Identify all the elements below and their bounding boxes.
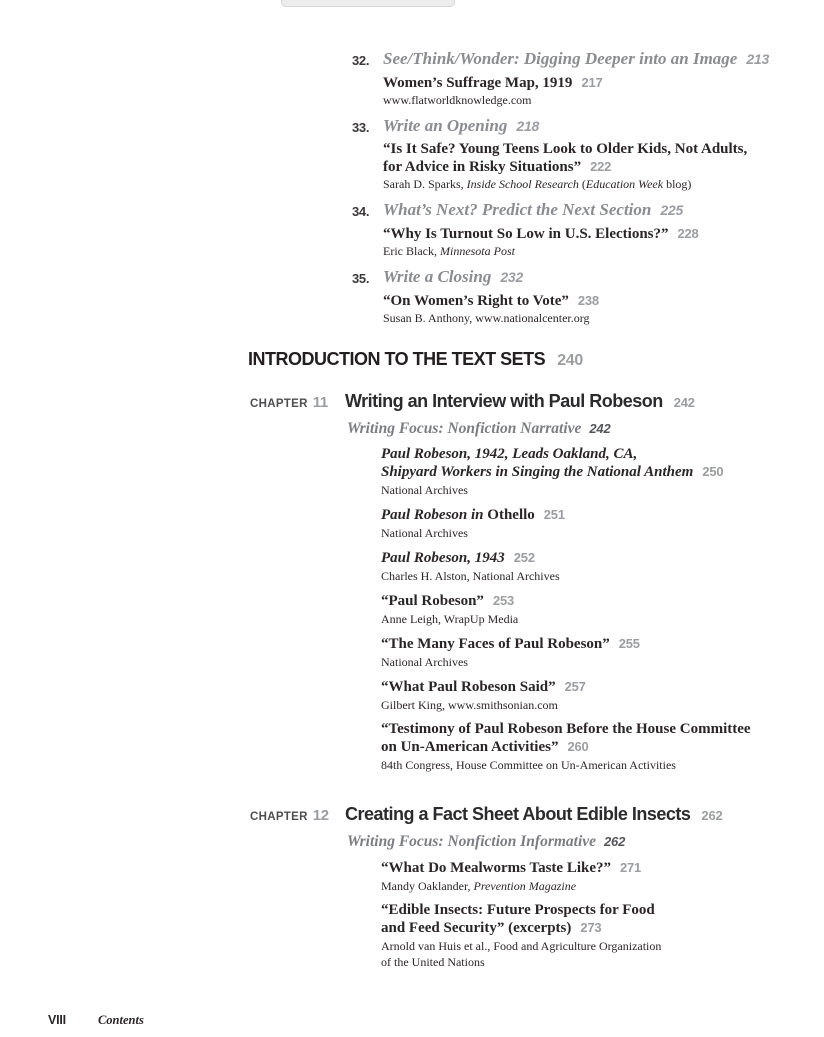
lesson-number: 35. xyxy=(352,271,370,286)
chapter-text-list xyxy=(381,859,810,969)
text-title-line xyxy=(381,721,810,738)
text-segment: “Paul Robeson” xyxy=(381,593,484,609)
text-segment: “What Do Mealworms Taste Like?” xyxy=(381,860,611,876)
text-attribution xyxy=(383,177,802,191)
text-segment: “Edible Insects: Future Prospects for Food xyxy=(381,902,655,918)
text-title-lines xyxy=(383,292,802,310)
lesson-text-list xyxy=(383,141,802,191)
text-title-line xyxy=(381,678,810,696)
footer xyxy=(48,1013,144,1028)
text-entry xyxy=(381,506,810,540)
text-attribution-lines xyxy=(381,939,810,969)
toc-lesson-entry xyxy=(352,117,802,191)
text-segment: Prevention Magazine xyxy=(473,879,577,893)
page-number: 271 xyxy=(620,860,642,875)
page-number: 238 xyxy=(577,293,599,308)
text-segment: Women’s Suffrage Map, 1919 xyxy=(383,75,573,91)
text-entry xyxy=(383,141,802,191)
lesson-text-list xyxy=(383,74,802,107)
page-number: 262 xyxy=(604,834,626,849)
text-segment: “What Paul Robeson Said” xyxy=(381,679,556,695)
overlay-fragment xyxy=(281,0,455,7)
text-title-line xyxy=(381,463,810,481)
text-title-lines xyxy=(383,141,802,176)
chapter-label: CHAPTER xyxy=(250,811,308,823)
text-entry xyxy=(381,859,810,893)
text-segment: Arnold van Huis et al., Food and Agriculture Organization xyxy=(381,939,662,953)
page-number: 232 xyxy=(500,269,524,285)
text-segment: “Why Is Turnout So Low in U.S. Elections?” xyxy=(383,226,669,242)
text-segment: Othello xyxy=(487,507,535,523)
text-segment: National Archives xyxy=(381,655,468,669)
text-title-lines xyxy=(381,678,810,696)
text-segment: “Is It Safe? Young Teens Look to Older Kids, Not Adults, xyxy=(383,141,748,157)
text-attribution xyxy=(381,612,810,626)
page-number: 255 xyxy=(618,636,640,651)
page-number: 228 xyxy=(677,226,699,241)
text-attribution xyxy=(381,483,810,497)
text-segment: Paul Robeson, 1942, Leads Oakland, CA, xyxy=(381,446,638,462)
text-entry xyxy=(381,678,810,712)
folio-page-number: VIII xyxy=(48,1013,66,1027)
chapter-label: CHAPTER xyxy=(250,398,308,410)
text-attribution xyxy=(381,939,810,953)
text-attribution-lines xyxy=(381,569,810,583)
page-number: 251 xyxy=(543,507,565,522)
chapter-title: Writing an Interview with Paul Robeson 242 xyxy=(345,391,695,411)
text-title-lines xyxy=(381,721,810,756)
chapter-list xyxy=(250,390,810,969)
text-title-line xyxy=(381,506,810,524)
text-segment: and Feed Security” (excerpts) xyxy=(381,920,572,936)
lesson-number: 34. xyxy=(352,204,370,219)
text-title-line xyxy=(381,919,810,937)
text-title-lines xyxy=(381,902,810,937)
page-number: 257 xyxy=(564,679,586,694)
text-segment: blog) xyxy=(663,177,692,191)
text-title-line xyxy=(383,74,802,92)
text-title-lines xyxy=(383,74,802,92)
text-title-lines xyxy=(383,225,802,243)
text-title-lines xyxy=(381,592,810,610)
page-number: 252 xyxy=(513,550,535,565)
text-attribution xyxy=(381,879,810,893)
page-number: 225 xyxy=(660,202,684,218)
chapter-label-box xyxy=(250,394,345,412)
text-segment: Gilbert King, www.smithsonian.com xyxy=(381,698,558,712)
text-entry xyxy=(381,549,810,583)
text-attribution xyxy=(381,569,810,583)
text-segment: for Advice in Risky Situations” xyxy=(383,159,582,175)
chapter-text-list xyxy=(381,446,810,772)
chapter-label-box xyxy=(250,807,345,825)
writing-focus: Writing Focus: Nonfiction Narrative 242 xyxy=(347,420,611,437)
text-attribution-lines xyxy=(383,311,802,325)
footer-section-label: Contents xyxy=(97,1013,144,1027)
text-title-lines xyxy=(381,446,810,481)
text-segment: Charles H. Alston, National Archives xyxy=(381,569,560,583)
text-entry xyxy=(383,292,802,325)
chapter-entry xyxy=(250,390,810,772)
text-attribution-lines xyxy=(381,879,810,893)
text-attribution xyxy=(383,244,802,258)
text-segment: National Archives xyxy=(381,483,468,497)
text-attribution-lines xyxy=(383,244,802,258)
text-title-lines xyxy=(381,859,810,877)
text-segment: Inside School Research xyxy=(466,177,579,191)
text-segment: Mandy Oaklander, xyxy=(381,879,474,893)
text-title-line xyxy=(381,549,810,567)
text-entry xyxy=(383,74,802,107)
lesson-number: 32. xyxy=(352,53,370,68)
toc-lesson-list xyxy=(352,50,802,325)
text-attribution xyxy=(381,758,810,772)
text-title-line xyxy=(381,902,810,919)
text-segment: Sarah D. Sparks, xyxy=(383,177,467,191)
text-segment: Education Week xyxy=(585,177,664,191)
lesson-title: Write a Closing 232 xyxy=(383,267,524,286)
writing-focus: Writing Focus: Nonfiction Informative 262 xyxy=(347,833,626,850)
text-segment: Minnesota Post xyxy=(439,244,515,258)
text-attribution-lines xyxy=(383,177,802,191)
text-segment: Anne Leigh, WrapUp Media xyxy=(381,612,519,626)
text-title-line xyxy=(383,292,802,310)
text-segment: www.flatworldknowledge.com xyxy=(383,93,532,107)
text-segment: 84th Congress, House Committee on Un-American Activities xyxy=(381,758,676,772)
lesson-title: What’s Next? Predict the Next Section 225 xyxy=(383,200,684,219)
page-number: 222 xyxy=(590,159,612,174)
text-attribution xyxy=(381,955,810,969)
intro-page-number: 240 xyxy=(557,352,583,369)
text-title-line xyxy=(381,592,810,610)
lesson-text-list xyxy=(383,225,802,258)
chapter-number: 12 xyxy=(312,807,329,824)
page-number: 217 xyxy=(581,75,603,90)
text-title-line xyxy=(381,859,810,877)
text-attribution xyxy=(383,93,802,107)
text-segment: ( xyxy=(578,177,586,191)
toc-lesson-entry xyxy=(352,50,802,107)
text-entry xyxy=(383,225,802,258)
text-segment: “On Women’s Right to Vote” xyxy=(383,293,569,309)
chapter-number: 11 xyxy=(312,394,328,411)
text-segment: “Testimony of Paul Robeson Before the House Committee xyxy=(381,721,751,737)
text-title-line xyxy=(383,141,802,158)
text-attribution xyxy=(381,526,810,540)
lesson-title: See/Think/Wonder: Digging Deeper into an Image 213 xyxy=(383,49,770,68)
page-number: 262 xyxy=(701,808,723,823)
text-attribution-lines xyxy=(381,483,810,497)
text-title-line xyxy=(381,738,810,756)
text-segment: Susan B. Anthony, www.nationalcenter.org xyxy=(383,311,590,325)
lesson-title: Write an Opening 218 xyxy=(383,116,540,135)
text-title-lines xyxy=(381,506,810,524)
text-attribution xyxy=(383,311,802,325)
page-number: 253 xyxy=(492,593,515,608)
text-title-line xyxy=(383,158,802,176)
text-attribution xyxy=(381,698,810,712)
text-segment: “The Many Faces of Paul Robeson” xyxy=(381,636,610,652)
chapter-heading xyxy=(250,390,810,414)
text-title-lines xyxy=(381,635,810,653)
page-number: 260 xyxy=(567,739,589,754)
intro-heading xyxy=(248,349,583,370)
text-segment: Paul Robeson in xyxy=(381,507,488,523)
text-entry xyxy=(381,635,810,669)
page-number: 242 xyxy=(589,421,611,436)
text-attribution-lines xyxy=(381,526,810,540)
text-segment: Eric Black, xyxy=(383,244,440,258)
toc-lesson-entry xyxy=(352,201,802,258)
text-segment: Paul Robeson, 1943 xyxy=(381,550,505,566)
text-attribution-lines xyxy=(381,655,810,669)
text-title-line xyxy=(381,635,810,653)
page-number: 273 xyxy=(580,920,602,935)
text-segment: on Un-American Activities” xyxy=(381,739,559,755)
text-attribution-lines xyxy=(381,698,810,712)
text-entry xyxy=(381,592,810,626)
page-number: 213 xyxy=(746,51,770,67)
text-attribution-lines xyxy=(383,93,802,107)
chapter-entry xyxy=(250,803,810,969)
chapter-title: Creating a Fact Sheet About Edible Insects 262 xyxy=(345,804,723,824)
text-segment: National Archives xyxy=(381,526,468,540)
text-entry xyxy=(381,721,810,772)
text-title-line xyxy=(381,446,810,463)
text-attribution-lines xyxy=(381,612,810,626)
text-title-line xyxy=(383,225,802,243)
text-segment: Shipyard Workers in Singing the National Anthem xyxy=(381,464,694,480)
page-number: 218 xyxy=(516,118,540,134)
lesson-number: 33. xyxy=(352,120,370,135)
text-attribution-lines xyxy=(381,758,810,772)
text-title-lines xyxy=(381,549,810,567)
page-number: 250 xyxy=(702,464,724,479)
text-entry xyxy=(381,446,810,497)
page-number: 242 xyxy=(673,395,695,410)
chapter-heading xyxy=(250,803,810,827)
text-attribution xyxy=(381,655,810,669)
lesson-text-list xyxy=(383,292,802,325)
text-segment: of the United Nations xyxy=(381,955,485,969)
text-entry xyxy=(381,902,810,969)
intro-heading-title: INTRODUCTION TO THE TEXT SETS xyxy=(248,349,546,369)
toc-lesson-entry xyxy=(352,268,802,325)
